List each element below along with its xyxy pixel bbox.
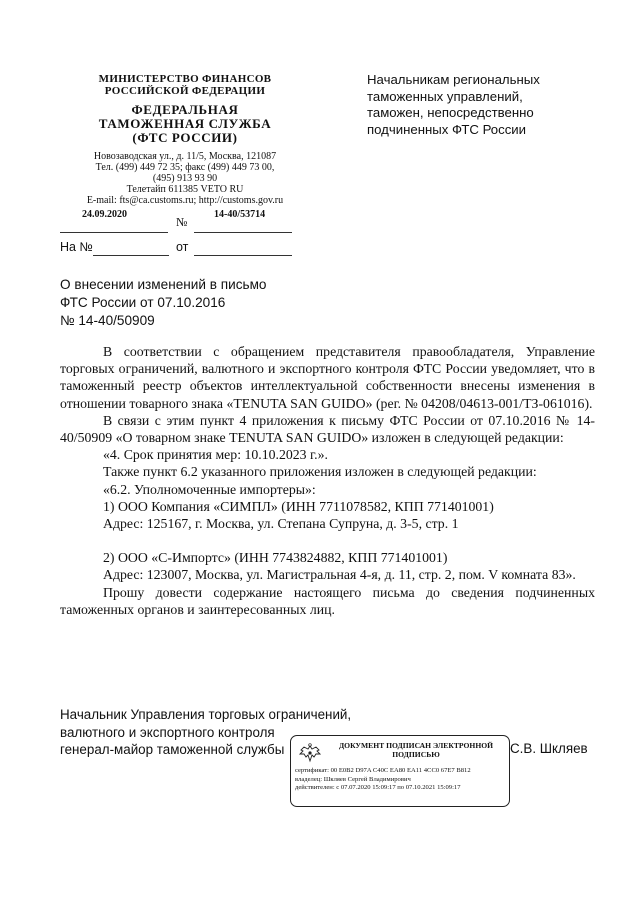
body-paragraph-5: «6.2. Уполномоченные импортеры»: [103, 481, 316, 497]
body-paragraph-3: «4. Срок принятия мер: 10.10.2023 г.». [103, 447, 328, 463]
reply-date-line [194, 243, 292, 256]
subject-line-3: № 14-40/50909 [60, 313, 155, 328]
signer-line-1: Начальник Управления торговых ограничений, [60, 707, 352, 722]
addressee-line-1: Начальникам региональных [367, 72, 540, 87]
signer-line-2: валютного и экспортного контроля [60, 724, 275, 740]
service-line-2: ТАМОЖЕННАЯ СЛУЖБА [98, 116, 272, 131]
letter-number: 14-40/53714 [214, 209, 266, 220]
service-line-3: (ФТС РОССИИ) [132, 130, 238, 145]
body-paragraph-1: В соответствии с обращением представителя правообладателя, Управление торговых ограничений, валютного и экспортного контроля ФТС России уведомляет, что в таможенный реестр объектов интеллектуальной собственности внесены изменения в отношении товарного знака «TENUTA SAN GUIDO» (рег. № 04208/04613-001/ТЗ-061016). [60, 344, 595, 411]
letter-body [60, 343, 595, 618]
contact-email: E-mail: fts@ca.customs.ru; http://customs.gov.ru [86, 195, 284, 206]
stamp-owner: владелец: Шкляев Сергей Владимирович [295, 775, 411, 783]
date-underline [60, 221, 168, 233]
subject-line-2: ФТС России от 07.10.2016 [60, 295, 226, 310]
addressee-line-2: таможенных управлений, [367, 88, 523, 104]
contact-teletype: Телетайп 611385 VETO RU [126, 184, 244, 195]
letter-date: 24.09.2020 [82, 209, 127, 220]
electronic-signature-stamp [290, 735, 510, 807]
stamp-title: ДОКУМЕНТ ПОДПИСАН ЭЛЕКТРОННОЙ ПОДПИСЬЮ [338, 741, 494, 759]
body-paragraph-final: Прошу довести содержание настоящего письма до сведения подчиненных таможенных органов и заинтересованных лиц. [60, 584, 595, 617]
reply-from-label: от [176, 240, 189, 254]
service-line-1: ФЕДЕРАЛЬНАЯ [131, 102, 239, 117]
body-paragraph-2: В связи с этим пункт 4 приложения к письму ФТС России от 07.10.2016 № 14-40/50909 «О товарном знаке TENUTA SAN GUIDO» изложен в следующей редакции: [60, 412, 595, 446]
body-paragraph-4: Также пункт 6.2 указанного приложения изложен в следующей редакции: [103, 464, 537, 480]
subject-block [60, 276, 266, 330]
contact-phone-2: (495) 913 93 90 [152, 173, 218, 184]
reply-number-line [93, 243, 169, 256]
contact-address: Новозаводская ул., д. 11/5, Москва, 121087 [93, 151, 277, 162]
subject-line-1: О внесении изменений в письмо [60, 277, 267, 292]
signer-line-3: генерал-майор таможенной службы [60, 742, 285, 757]
stamp-certificate: сертификат: 00 E0B2 D97A C40C EA80 EA11 4CC0 67E7 B812 [295, 767, 471, 774]
stamp-details [295, 767, 505, 793]
addressee-line-4: подчиненных ФТС России [367, 121, 527, 137]
contacts-block [60, 151, 310, 206]
ministry-line-2: РОССИЙСКОЙ ФЕДЕРАЦИИ [104, 84, 266, 97]
importer-1-address: Адрес: 125167, г. Москва, ул. Степана Супруна, д. 3-5, стр. 1 [103, 516, 459, 532]
number-sign: № [176, 215, 188, 229]
importer-1: 1) ООО Компания «СИМПЛ» (ИНН 7711078582, КПП 771401001) [103, 498, 494, 514]
spacer [60, 532, 595, 549]
double-headed-eagle-emblem-icon [297, 742, 323, 764]
ministry-line-1: МИНИСТЕРСТВО ФИНАНСОВ [98, 73, 272, 85]
contact-phone: Тел. (499) 449 72 35; факс (499) 449 73 00, [95, 162, 275, 173]
stamp-validity: действителен: с 07.07.2020 15:09:17 по 07.10.2021 15:09:17 [295, 784, 461, 792]
importer-2-address: Адрес: 123007, Москва, ул. Магистральная 4-я, д. 11, стр. 2, пом. V комната 83». [103, 567, 576, 583]
importer-2: 2) ООО «С-Импортс» (ИНН 7743824882, КПП 771401001) [103, 550, 448, 566]
addressee-block [367, 72, 540, 138]
letterhead [60, 74, 310, 206]
signer-name: С.В. Шкляев [510, 741, 588, 756]
reply-label: На № [60, 240, 93, 254]
addressee-line-3: таможен, непосредственно [367, 105, 534, 120]
number-underline [194, 221, 292, 233]
